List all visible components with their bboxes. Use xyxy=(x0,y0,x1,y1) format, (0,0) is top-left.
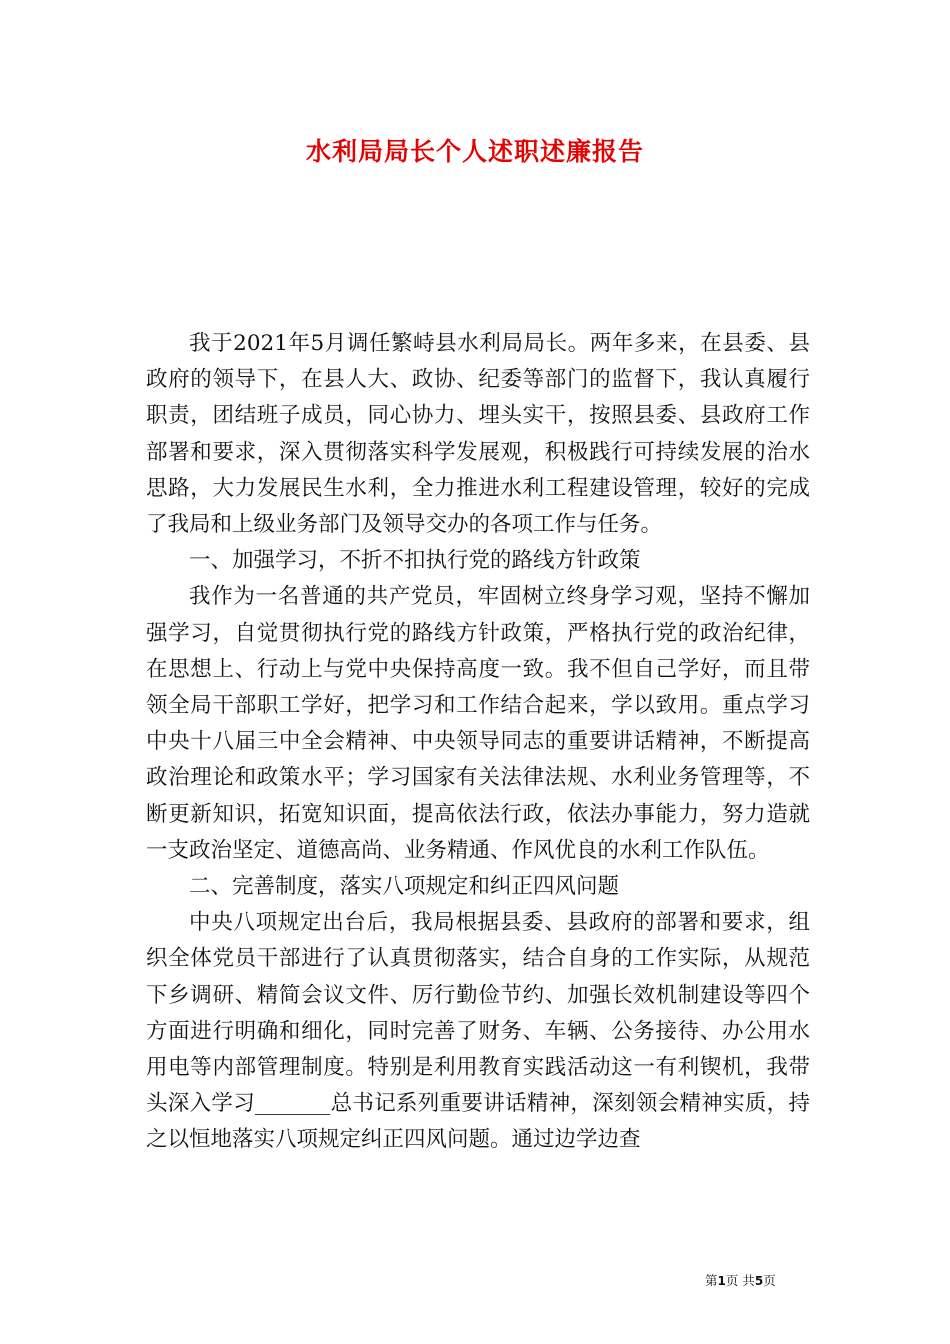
paragraph-section-2: 中央八项规定出台后，我局根据县委、县政府的部署和要求，组织全体党员干部进行了认真贯彻落实，结合自身的工作实际，从规范下乡调研、精简会议文件、厉行勤俭节约、加强长效机制建设等四个方面进行明确和细化，同时完善了财务、车辆、公务接待、办公用水用电等内部管理制度。特别是利用教育实践活动这一有利锲机，我带头深入学习_______总书记系列重要讲话精神，深刻领会精神实质，持之以恒地落实八项规定纠正四风问题。通过边学边查 xyxy=(146,910,810,1153)
paragraph-intro: 我于2021年5月调任繁峙县水利局局长。两年多来，在县委、县政府的领导下，在县人大、政协、纪委等部门的监督下，我认真履行职责，团结班子成员，同心协力、埋头实干，按照县委、县政府工作部署和要求，深入贯彻落实科学发展观，积极践行可持续发展的治水思路，大力发展民生水利，全力推进水利工程建设管理，较好的完成了我局和上级业务部门及领导交办的各项工作与任务。 xyxy=(146,331,810,538)
page-number-footer xyxy=(705,1271,776,1289)
footer-middle: 页 共 xyxy=(725,1273,755,1288)
document-body xyxy=(146,326,810,1159)
document-title: 水利局局长个人述职述廉报告 xyxy=(305,137,644,166)
section-heading-1: 一、加强学习，不折不扣执行党的路线方针政策 xyxy=(189,548,641,574)
paragraph-section-1: 我作为一名普通的共产党员，牢固树立终身学习观，坚持不懈加强学习，自觉贯彻执行党的路线方针政策，严格执行党的政治纪律，在思想上、行动上与党中央保持高度一致。我不但自己学好，而且带领全局干部职工学好，把学习和工作结合起来，学以致用。重点学习中央十八届三中全会精神、中央领导同志的重要讲话精神，不断提高政治理论和政策水平；学习国家有关法律法规、水利业务管理等，不断更新知识，拓宽知识面，提高依法行政，依法办事能力，努力造就一支政治坚定、道德高尚、业务精通、作风优良的水利工作队伍。 xyxy=(146,584,810,863)
current-page-number: 1 xyxy=(717,1274,726,1288)
footer-suffix: 页 xyxy=(763,1273,776,1288)
footer-prefix: 第 xyxy=(705,1273,718,1288)
section-heading-2: 二、完善制度，落实八项规定和纠正四风问题 xyxy=(189,874,620,900)
total-pages-number: 5 xyxy=(754,1274,764,1288)
